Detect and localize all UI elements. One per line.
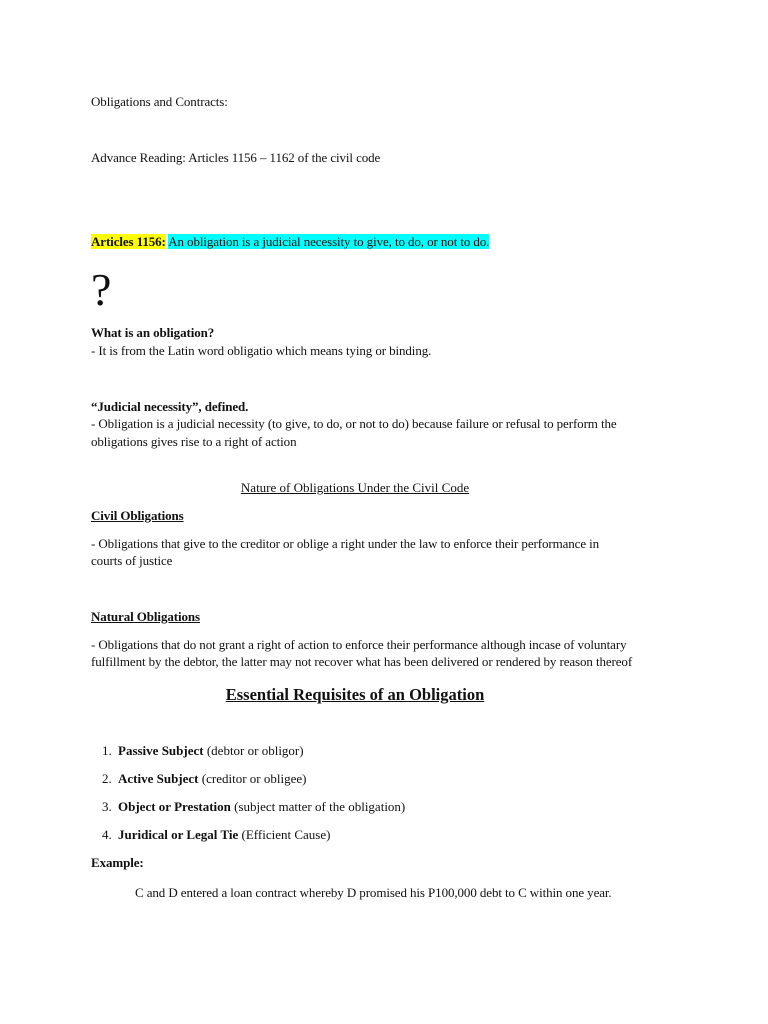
requisite-desc: (creditor or obligee) <box>198 771 307 786</box>
judicial-necessity-heading: “Judicial necessity”, defined. <box>91 399 249 414</box>
natural-obligations-line2: fulfillment by the debtor, the latter may not recover what has been delivered or rendered by reason thereof <box>91 654 633 669</box>
article-text: An obligation is a judicial necessity to give, to do, or not to do. <box>168 234 490 249</box>
requisite-item <box>102 798 405 816</box>
requisite-number: 1. <box>102 743 112 758</box>
article-1156-line <box>91 233 489 251</box>
document-title: Obligations and Contracts: <box>91 94 228 109</box>
example-text: C and D entered a loan contract whereby D promised his P100,000 debt to C within one year. <box>135 885 612 900</box>
advance-reading: Advance Reading: Articles 1156 – 1162 of the civil code <box>91 150 381 165</box>
requisite-term: Object or Prestation <box>118 799 231 814</box>
civil-obligations-heading: Civil Obligations <box>91 508 184 523</box>
requisite-desc: (Efficient Cause) <box>238 827 331 842</box>
natural-obligations-heading: Natural Obligations <box>91 609 200 624</box>
example-label: Example: <box>91 855 144 870</box>
requisite-term: Juridical or Legal Tie <box>118 827 239 842</box>
requisite-desc: (debtor or obligor) <box>203 743 304 758</box>
judicial-necessity-line2: obligations gives rise to a right of action <box>91 434 297 449</box>
requisite-number: 3. <box>102 799 112 814</box>
requisite-item <box>102 770 306 788</box>
requisite-number: 4. <box>102 827 112 842</box>
requisites-heading: Essential Requisites of an Obligation <box>225 685 485 704</box>
requisite-desc: (subject matter of the obligation) <box>230 799 406 814</box>
requisite-term: Active Subject <box>118 771 199 786</box>
what-is-heading: What is an obligation? <box>91 325 215 340</box>
nature-heading: Nature of Obligations Under the Civil Code <box>240 480 470 495</box>
question-mark-glyph: ? <box>91 264 112 315</box>
civil-obligations-line2: courts of justice <box>91 553 173 568</box>
requisite-item <box>102 742 304 760</box>
requisite-term: Passive Subject <box>118 743 204 758</box>
natural-obligations-line1: - Obligations that do not grant a right of action to enforce their performance although incase of voluntary <box>91 637 627 652</box>
what-is-text: - It is from the Latin word obligatio which means tying or binding. <box>91 343 432 358</box>
article-label: Articles 1156: <box>91 234 166 249</box>
judicial-necessity-line1: - Obligation is a judicial necessity (to give, to do, or not to do) because failure or refusal to perform the <box>91 416 617 431</box>
requisite-item <box>102 826 330 844</box>
requisite-number: 2. <box>102 771 112 786</box>
civil-obligations-line1: - Obligations that give to the creditor or oblige a right under the law to enforce their performance in <box>91 536 600 551</box>
